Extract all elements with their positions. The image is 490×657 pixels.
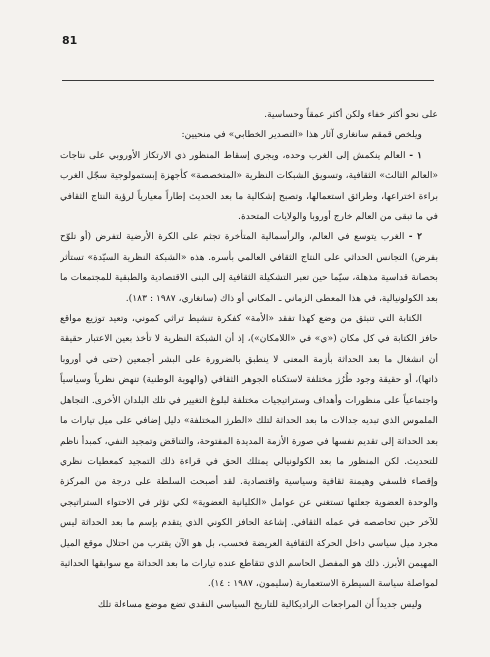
header-rule bbox=[62, 80, 434, 81]
point-text: العالم ينكمش إلى الغرب وحده، ويجري إسقاط المنظور ذي الارتكاز الأوروبي على نتاجات «العالم الثالث» الثقافية، وتسويق الشبكات النظرية «المتخصصة» كأجهزة إبستمولوجية سجّل الغرب براءة اختراعها، وطرائق استعمالها، وتصبح إشكالية ما بعد الحديث إطاراً معيارياً لرؤية النتاج الثقافي في ما تبقى من العالم خارج أوروبا والولايات المتحدة. bbox=[60, 149, 438, 223]
paragraph-summary: ويلخص قمقم سانغاري آثار هذا «التصدير الخطابي» في منحيين: bbox=[181, 129, 422, 141]
body-text bbox=[60, 105, 438, 653]
paragraph-point-1 bbox=[60, 146, 438, 228]
paragraph-point-2 bbox=[60, 227, 438, 309]
paragraph-closing: وليس جديداً أن المراجعات الراديكالية للتاريخ السياسي النقدي تضع موضع مساءلة تلك bbox=[97, 598, 422, 610]
page-number: 81 bbox=[62, 34, 78, 47]
point-text: الغرب يتوسع في العالم، والرأسمالية المتأخرة تجثم على الكرة الأرضية لتفرض (أو تلوّح بفرض) التجانس الحداثي على النتاج الثقافي العالمي بأسره. هذه «الشبكة النظرية السيّدة» تستأثر بحصانة قداسية مذهلة، سيّما حين تعبر التشكيلة الثقافية إلى البنى الاقتصادية والطبقية للمجتمعات ما بعد الكولونيالية، في هذا المعطى الزماني ـ المكاني أو ذاك (سانغاري، ١٩٨٧ : ١٨٣). bbox=[60, 231, 438, 304]
point-number: ٢ - bbox=[408, 231, 422, 243]
paragraph-intro-end: على نحو أكثر خفاء ولكن أكثر عمقاً وحساسية. bbox=[264, 109, 438, 120]
paragraph-writing: الكتابة التي تنبثق من وضع كهذا تفقد «الأمة» كفكرة تنشيط تراثي كموني، وتعيد توزيع مواقع حافز الكتابة في كل مكان («ي» في «اللامكان»)، إذ أن الشبكة النظرية لا تأخذ بعين الاعتبار حقيقة أن انشغال ما بعد الحداثة بأزمة المعنى لا ينطبق بالضرورة على البشر أجمعين (حتى في أوروبا ذاتها)، أو حقيقة وجود طُرُز مختلفة لاستكناه الجوهر الثقافي (والهوية الوطنية) تنهض نظرياً وسياسياً واجتماعياً على منظورات وأهداف وستراتيجيات مختلفة لبلوغ التغيير في تلك البلدان الأخرى. التجاهل الملموس الذي تبديه جدالات ما بعد الحداثة لتلك «الطرز المختلفة» دليل إضافي على ميل تيارات ما بعد الحداثة إلى تقديم نفسها في صورة الأزمة المديدة المفتوحة، والتناقض وتمجيد النفي، كمبدأ ناظم للتحديث. لكن المنظور ما بعد الكولونيالي يمتلك الحق في قراءة ذلك التمجيد كمعطيات نظري وإقصاء فلسفي وهيمنة ثقافية وسياسية واقتصادية. لقد أصبحت السلطة على درجة من المركزة والوحدة العضوية جعلتها تستغني عن عوامل «الكليانية العضوية» لكي تؤثر في الاحتواء الستراتيجي للآخر حين تحاصصه في عمله الثقافي. إشاعة الحافز الكوني الذي يتقدم بإسم ما بعد الحداثة ليس مجرد ميل سياسي داخل الحركة الثقافية العريضة فحسب، بل هو الآن يقترب من احتلال موقع الميل المهيمن الأبرز. ذلك هو المفصل الحاسم الذي تتقاطع عنده تيارات ما بعد الحداثة مع سوابقها الحداثية لمواصلة سياسة السيطرة الاستعمارية (سليمون، ١٩٨٧ : ١٤). bbox=[60, 313, 438, 590]
point-number: ١ - bbox=[409, 149, 423, 161]
